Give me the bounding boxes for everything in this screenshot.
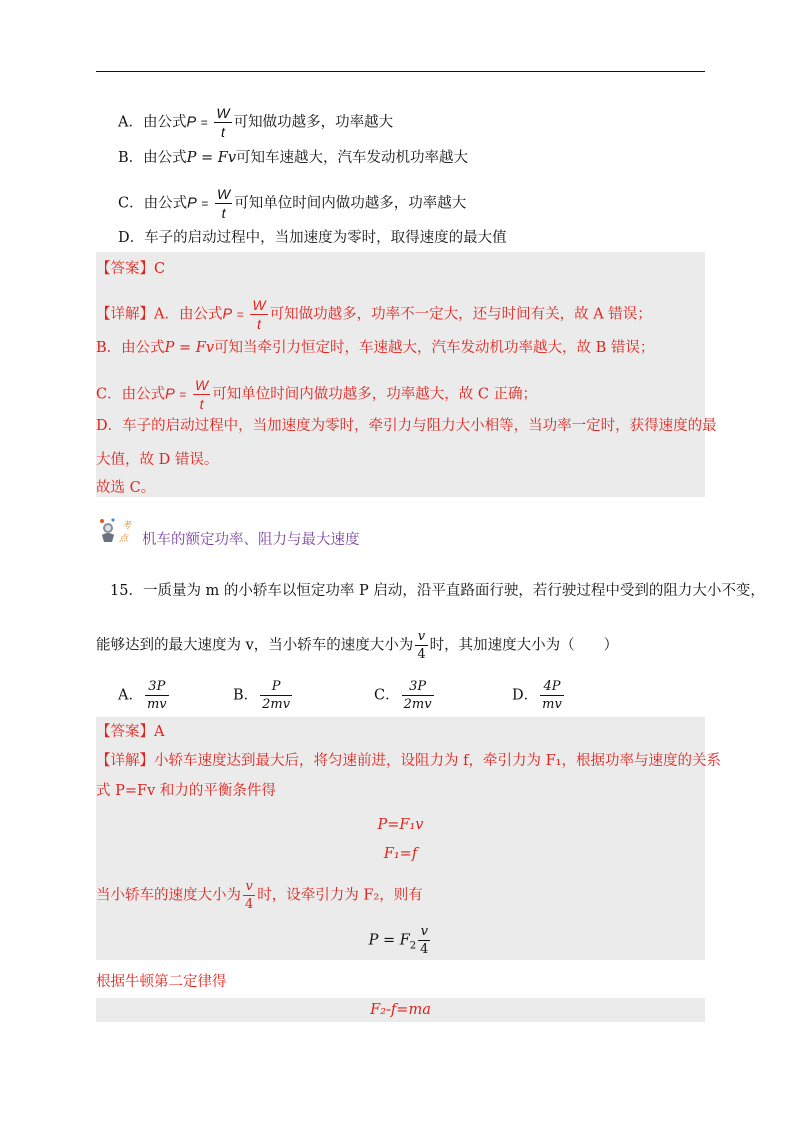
option-fraction — [145, 680, 169, 711]
option-label: B． — [233, 687, 259, 704]
option-c-label: C．由公式 — [118, 195, 188, 212]
option-label: A． — [118, 687, 143, 704]
formula-p-fv: P = Fv — [186, 150, 237, 166]
answer-tag: 【答案】 — [96, 724, 154, 740]
equation-2 — [96, 844, 705, 864]
header-rule — [96, 71, 705, 72]
fraction-den: 4 — [417, 647, 426, 662]
q15-text: 能够达到的最大速度为 v，当小轿车的速度大小为 — [96, 637, 414, 654]
q15-text: 时，其加速度大小为（ ） — [429, 637, 619, 654]
q15-option-c — [374, 680, 436, 711]
fraction-num: P — [271, 679, 281, 694]
answer-value: C — [154, 261, 166, 277]
fraction-num: v — [417, 629, 426, 644]
detail-a-suffix: 可知做功越多，功率不一定大，还与时间有关，故 A 错误； — [269, 306, 652, 323]
option-d-text: D．车子的启动过程中，当加速度为零时，取得速度的最大值 — [118, 230, 507, 246]
q15-line2 — [96, 630, 618, 661]
fraction-den: 4 — [245, 897, 254, 912]
fraction-den: mv — [146, 697, 167, 712]
option-c — [118, 187, 466, 220]
equation-5 — [96, 1000, 705, 1020]
q15-option-d — [512, 680, 566, 711]
fraction-v-over-4 — [418, 925, 430, 956]
detail-b-prefix: B．由公式 — [96, 340, 165, 356]
formula-eq: = — [200, 115, 208, 130]
fraction-v-over-4 — [243, 880, 255, 911]
option-a-label: A．由公式 — [118, 114, 187, 131]
fraction-den: t — [250, 314, 267, 331]
option-fraction — [540, 680, 564, 711]
detail-text: 根据牛顿第二定律得 — [96, 974, 227, 990]
fraction-num: W — [216, 105, 230, 121]
equation-3 — [96, 925, 705, 956]
formula-p: P — [187, 195, 197, 212]
equation-text: P=F₁v — [377, 817, 424, 833]
option-b-label: B．由公式 — [118, 150, 187, 166]
q15-line1 — [110, 581, 765, 601]
fraction-num: 3P — [148, 679, 166, 694]
fraction-num: v — [245, 879, 253, 894]
fraction-num: W — [217, 186, 231, 202]
detail-d-line2 — [96, 450, 218, 470]
formula-p-fv: P = Fv — [164, 340, 215, 356]
conclusion-q14 — [96, 478, 155, 498]
option-label: D． — [512, 687, 539, 704]
fraction-den: mv — [542, 697, 562, 712]
detail-b — [96, 338, 654, 358]
detail-d-line1 — [96, 416, 717, 436]
fraction-v-over-4 — [415, 630, 427, 661]
q15-detail-line2 — [96, 781, 276, 801]
fraction-num: 4P — [543, 679, 561, 694]
formula-eq: = — [179, 387, 187, 402]
detail-b-suffix: 可知当牵引力恒定时，车速越大，汽车发动机功率越大，故 B 错误； — [214, 340, 655, 356]
kaodian-title-text: 机车的额定功率、阻力与最大速度 — [142, 532, 360, 548]
option-d — [118, 228, 507, 248]
equation-sub: 2 — [409, 940, 417, 952]
detail-d-text: D．车子的启动过程中，当加速度为零时，牵引力与阻力大小相等，当功率一定时，获得速度的最 — [96, 418, 717, 434]
option-b — [118, 148, 468, 168]
kaodian-badge-text-2: 点 — [119, 534, 129, 544]
fraction-den: t — [215, 203, 232, 220]
kaodian-badge-text-1: 考 — [122, 521, 132, 531]
detail-text: 【详解】小轿车速度达到最大后，将匀速前进，设阻力为 f，牵引力为 F₁，根据功率与速度的关系 — [96, 753, 721, 769]
fraction-den: 2mv — [403, 697, 432, 712]
fraction-den: t — [214, 122, 231, 139]
detail-tag: 【详解】 — [96, 306, 154, 323]
q15-option-b — [233, 680, 294, 711]
fraction-den: 2mv — [262, 697, 291, 712]
equation-text: P = F — [368, 932, 410, 949]
fraction-w-over-t — [193, 378, 210, 411]
fraction-w-over-t — [250, 298, 267, 331]
option-label: C． — [374, 687, 400, 704]
kaodian-badge-icon — [97, 515, 143, 549]
answer-tag: 【答案】 — [96, 261, 154, 277]
kaodian-title — [142, 530, 360, 550]
detail-c — [96, 378, 537, 411]
newton-law-label — [96, 972, 227, 992]
option-fraction — [260, 680, 292, 711]
formula-p: P — [165, 386, 175, 403]
option-a — [118, 106, 393, 139]
option-fraction — [402, 680, 434, 711]
conclusion-text: 故选 C。 — [96, 480, 156, 496]
formula-p: P — [186, 114, 197, 131]
fraction-den: t — [193, 394, 210, 411]
detail-c-suffix: 可知单位时间内做功越多，功率越大，故 C 正确； — [212, 386, 538, 403]
fraction-num: v — [420, 924, 428, 939]
detail-a — [96, 298, 652, 331]
option-b-text: 可知车速越大，汽车发动机功率越大 — [236, 150, 469, 166]
formula-eq: = — [201, 196, 209, 211]
formula-p: P — [222, 306, 233, 323]
equation-text: F₁=f — [383, 846, 418, 862]
option-a-text: 可知做功越多，功率越大 — [233, 114, 394, 131]
detail-text: 当小轿车的速度大小为 — [96, 887, 241, 904]
detail-text: 式 P=Fv 和力的平衡条件得 — [96, 783, 276, 799]
fraction-num: 3P — [409, 679, 427, 694]
fraction-w-over-t — [214, 106, 231, 139]
q15-detail-line3 — [96, 880, 423, 911]
detail-text: 时，设牵引力为 F₂，则有 — [257, 887, 423, 904]
detail-a-prefix: A．由公式 — [154, 306, 223, 323]
q15-text: 15．一质量为 m 的小轿车以恒定功率 P 启动，沿平直路面行驶，若行驶过程中受到的阻力大小不变， — [110, 583, 765, 599]
formula-eq: = — [236, 307, 244, 322]
equation-1 — [96, 815, 705, 835]
detail-c-prefix: C．由公式 — [96, 386, 166, 403]
answer-value: A — [154, 724, 165, 740]
answer-q15 — [96, 722, 164, 742]
fraction-num: W — [252, 297, 266, 313]
q15-detail-line1 — [96, 751, 721, 771]
q15-option-a — [118, 680, 171, 711]
answer-q14 — [96, 259, 165, 279]
fraction-den: 4 — [420, 942, 429, 957]
option-c-text: 可知单位时间内做功越多，功率越大 — [234, 195, 467, 212]
detail-d-text: 大值，故 D 错误。 — [96, 452, 219, 468]
fraction-num: W — [195, 377, 209, 393]
fraction-w-over-t — [215, 187, 232, 220]
equation-text: F₂-f=ma — [370, 1002, 431, 1018]
